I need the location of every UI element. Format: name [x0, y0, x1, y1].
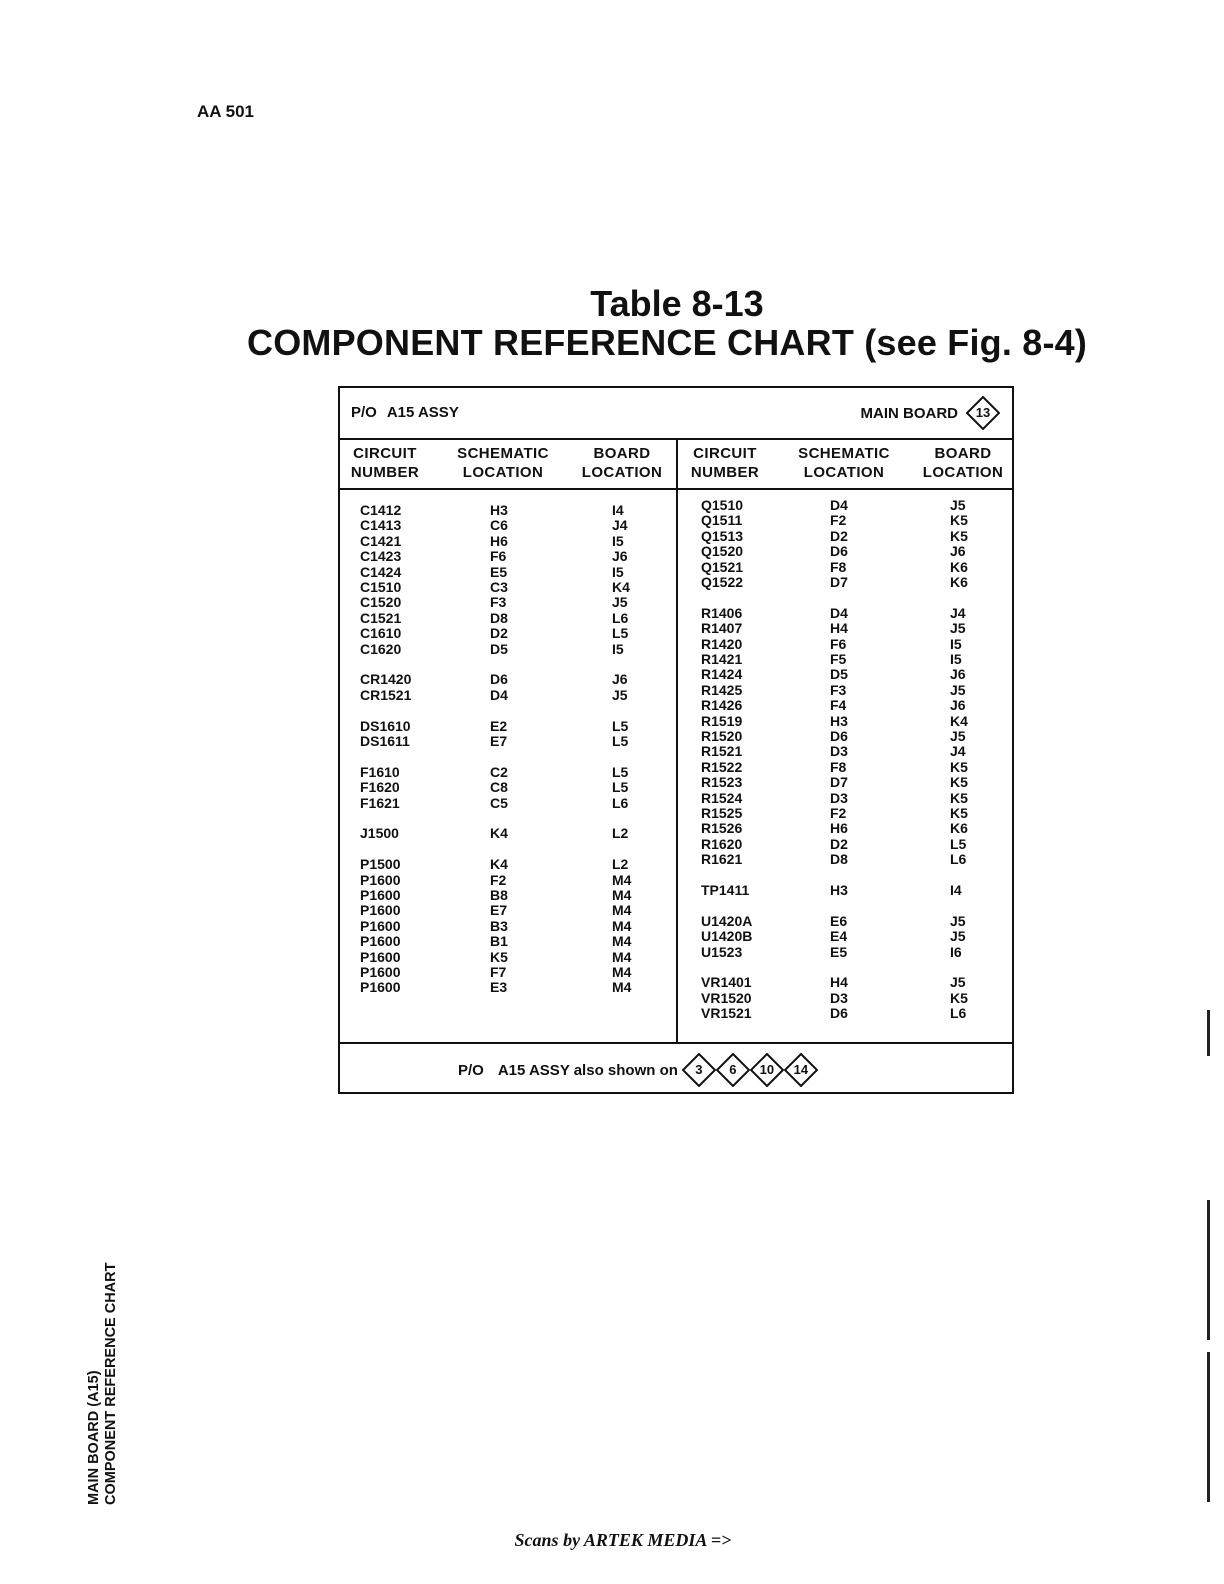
- board-location: J5: [950, 497, 966, 513]
- circuit-number: R1620: [701, 835, 743, 852]
- board-location: L5: [950, 835, 967, 852]
- board-location: M4: [612, 979, 632, 996]
- schematic-location: F6: [490, 548, 507, 565]
- schematic-location: F7: [490, 964, 507, 980]
- schematic-location: F5: [830, 651, 847, 667]
- component-reference-chart: [338, 386, 1014, 1094]
- board-location: K5: [950, 789, 968, 806]
- circuit-number: C1520: [360, 594, 402, 611]
- circuit-number: Q1510: [701, 497, 744, 513]
- schematic-location: D6: [830, 1005, 848, 1022]
- board-location: K4: [950, 712, 968, 729]
- board-location: K6: [950, 558, 968, 575]
- schematic-location: D4: [490, 686, 508, 703]
- circuit-number: P1600: [360, 902, 401, 919]
- board-location: M4: [612, 917, 632, 934]
- diamond-badge-icon: [682, 1053, 716, 1087]
- circuit-number: U1523: [701, 943, 743, 960]
- circuit-number: TP1411: [701, 882, 750, 898]
- schematic-location: F6: [830, 635, 847, 652]
- board-location: J4: [950, 743, 966, 760]
- schematic-location: H6: [490, 532, 508, 549]
- diamond-badge-icon: [784, 1053, 818, 1087]
- schematic-location: E7: [490, 733, 508, 749]
- circuit-number: U1420A: [701, 912, 753, 929]
- header-circuit-number: CIRCUIT NUMBER: [690, 445, 760, 481]
- circuit-number: R1407: [701, 620, 743, 637]
- board-location: K5: [950, 805, 968, 821]
- diamond-badge-icon: [750, 1053, 784, 1087]
- board-location: L2: [612, 856, 629, 873]
- circuit-number: F1610: [360, 763, 400, 780]
- schematic-location: H3: [830, 712, 848, 729]
- circuit-number: R1522: [701, 758, 743, 775]
- board-location: L6: [612, 609, 629, 626]
- circuit-number: P1600: [360, 948, 401, 965]
- schematic-location: D5: [830, 666, 848, 683]
- circuit-number: P1600: [360, 964, 401, 980]
- circuit-number: C1521: [360, 609, 402, 626]
- board-label: [861, 396, 1001, 430]
- board-location: J5: [612, 686, 628, 703]
- schematic-location: E6: [830, 912, 848, 929]
- circuit-number: F1620: [360, 779, 400, 796]
- board-location: I4: [950, 882, 962, 898]
- board-location: J6: [950, 666, 966, 683]
- circuit-number: R1424: [701, 666, 743, 683]
- schematic-location: B3: [490, 917, 508, 934]
- board-location: J5: [950, 620, 966, 637]
- circuit-number: R1521: [701, 743, 743, 760]
- schematic-location: D4: [830, 604, 848, 621]
- board-location: L2: [612, 825, 629, 842]
- schematic-location: F4: [830, 697, 847, 714]
- board-location: J5: [950, 681, 966, 698]
- schematic-location: F8: [830, 558, 847, 575]
- circuit-number: P1600: [360, 871, 401, 888]
- board-location: L5: [612, 733, 629, 749]
- board-location: L5: [612, 763, 629, 780]
- side-label-line-1: MAIN BOARD (A15): [86, 1370, 102, 1505]
- circuit-number: R1406: [701, 604, 743, 621]
- schematic-location: K4: [490, 856, 508, 873]
- circuit-number: R1421: [701, 651, 743, 667]
- schematic-location: D6: [490, 671, 508, 688]
- circuit-number: C1424: [360, 563, 402, 580]
- board-location: K5: [950, 989, 968, 1006]
- circuit-number: DS1611: [360, 733, 410, 749]
- schematic-location: H4: [830, 974, 848, 991]
- schematic-location: C3: [490, 579, 508, 595]
- board-location: K6: [950, 574, 968, 590]
- board-location: L5: [612, 717, 629, 734]
- column-divider: [676, 438, 678, 1042]
- board-location: J4: [950, 604, 966, 621]
- schematic-location: H6: [830, 820, 848, 837]
- circuit-number: J1500: [360, 825, 399, 842]
- circuit-number: C1620: [360, 640, 402, 657]
- schematic-location: H3: [490, 502, 508, 518]
- circuit-number: R1621: [701, 851, 743, 868]
- assy-label: A15 ASSY: [386, 404, 459, 421]
- badge-number: 13: [975, 405, 991, 420]
- circuit-number: U1420B: [701, 928, 753, 945]
- assembly-label: [351, 404, 459, 421]
- schematic-location: C6: [490, 517, 508, 534]
- board-location: K5: [950, 774, 968, 791]
- schematic-location: D5: [490, 640, 508, 657]
- circuit-number: DS1610: [360, 717, 411, 734]
- board-name: MAIN BOARD: [860, 404, 958, 422]
- circuit-number: CR1420: [360, 671, 412, 688]
- circuit-number: Q1513: [701, 527, 744, 544]
- circuit-number: P1500: [360, 856, 401, 873]
- board-location: K5: [950, 512, 968, 529]
- schematic-location: F3: [830, 681, 847, 698]
- circuit-number: C1610: [360, 625, 402, 642]
- circuit-number: Q1520: [701, 543, 744, 560]
- circuit-number: Q1521: [701, 558, 744, 575]
- board-location: I5: [612, 532, 624, 549]
- diamond-badge-icon: [716, 1053, 750, 1087]
- schematic-location: D6: [830, 543, 848, 560]
- board-location: L6: [950, 1005, 967, 1022]
- badge-number: 10: [759, 1062, 775, 1077]
- header-schematic-location: SCHEMATIC LOCATION: [798, 445, 890, 481]
- board-location: L5: [612, 625, 629, 642]
- schematic-location: F3: [490, 594, 507, 611]
- circuit-number: P1600: [360, 933, 401, 950]
- schematic-location: F2: [830, 512, 847, 529]
- board-location: M4: [612, 933, 632, 950]
- circuit-number: R1526: [701, 820, 743, 837]
- circuit-number: R1426: [701, 697, 743, 714]
- scan-edge-mark: [1207, 1352, 1210, 1502]
- schematic-location: F2: [490, 871, 507, 888]
- scan-edge-mark: [1207, 1200, 1210, 1340]
- circuit-number: C1421: [360, 532, 402, 549]
- board-location: J4: [612, 517, 628, 534]
- badge-number: 3: [695, 1062, 703, 1077]
- schematic-location: D2: [490, 625, 508, 642]
- board-location: J5: [612, 594, 628, 611]
- board-location: I5: [612, 563, 624, 580]
- board-location: J5: [950, 928, 966, 945]
- board-location: I4: [612, 502, 624, 518]
- circuit-number: R1519: [701, 712, 743, 729]
- badge-number: 14: [793, 1062, 809, 1077]
- board-location: L5: [612, 779, 629, 796]
- circuit-number: R1425: [701, 681, 743, 698]
- schematic-location: D8: [830, 851, 848, 868]
- board-location: M4: [612, 871, 632, 888]
- circuit-number: C1413: [360, 517, 402, 534]
- footer-po-label: P/O: [458, 1061, 484, 1079]
- circuit-number: R1524: [701, 789, 743, 806]
- circuit-number: C1423: [360, 548, 402, 565]
- schematic-location: H3: [830, 882, 848, 898]
- scan-credit: Scans by ARTEK MEDIA =>: [514, 1530, 732, 1550]
- page-id: AA 501: [197, 102, 255, 121]
- board-location: J6: [612, 671, 628, 688]
- circuit-number: P1600: [360, 887, 401, 903]
- po-label: P/O: [351, 404, 377, 421]
- header-board-location: BOARD LOCATION: [581, 445, 663, 481]
- schematic-location: F2: [830, 805, 847, 821]
- schematic-location: E5: [490, 563, 508, 580]
- circuit-number: R1523: [701, 774, 743, 791]
- board-location: I5: [950, 635, 962, 652]
- badge-number: 6: [729, 1062, 737, 1077]
- board-location: M4: [612, 964, 632, 980]
- circuit-number: C1412: [360, 502, 402, 518]
- schematic-location: E7: [490, 902, 508, 919]
- board-location: K5: [950, 758, 968, 775]
- schematic-location: E2: [490, 717, 508, 734]
- side-label-line-2: COMPONENT REFERENCE CHART: [103, 1262, 119, 1505]
- schematic-location: D3: [830, 743, 848, 760]
- circuit-number: R1420: [701, 635, 743, 652]
- circuit-number: VR1521: [701, 1005, 752, 1022]
- footer-note: A15 ASSY also shown on: [497, 1061, 678, 1079]
- header-circuit-number: CIRCUIT NUMBER: [350, 445, 420, 481]
- board-location: L6: [950, 851, 967, 868]
- board-location: M4: [612, 948, 632, 965]
- chart-footer: [340, 1042, 1012, 1096]
- schematic-location: C8: [490, 779, 508, 796]
- circuit-number: CR1521: [360, 686, 412, 703]
- board-location: J6: [612, 548, 628, 565]
- circuit-number: C1510: [360, 579, 402, 595]
- board-location: L6: [612, 794, 629, 811]
- circuit-number: Q1511: [701, 512, 743, 529]
- schematic-location: D8: [490, 609, 508, 626]
- schematic-location: F8: [830, 758, 847, 775]
- board-location: I5: [612, 640, 624, 657]
- circuit-number: P1600: [360, 917, 401, 934]
- schematic-location: B8: [490, 887, 508, 903]
- schematic-location: E4: [830, 928, 848, 945]
- circuit-number: Q1522: [701, 574, 744, 590]
- chart-header: [340, 388, 1012, 440]
- schematic-location: K5: [490, 948, 508, 965]
- schematic-location: D3: [830, 989, 848, 1006]
- board-location: J5: [950, 974, 966, 991]
- schematic-location: C5: [490, 794, 508, 811]
- header-schematic-location: SCHEMATIC LOCATION: [457, 445, 549, 481]
- board-location: J5: [950, 728, 966, 744]
- schematic-location: B1: [490, 933, 508, 950]
- scan-edge-mark: [1207, 1010, 1210, 1056]
- schematic-location: E5: [830, 943, 848, 960]
- schematic-location: K4: [490, 825, 508, 842]
- board-location: I6: [950, 943, 962, 960]
- circuit-number: F1621: [360, 794, 400, 811]
- board-location: J5: [950, 912, 966, 929]
- side-label: [86, 1263, 120, 1505]
- circuit-number: VR1520: [701, 989, 752, 1006]
- board-location: J6: [950, 543, 966, 560]
- schematic-location: D7: [830, 574, 848, 590]
- schematic-location: D2: [830, 527, 848, 544]
- board-location: M4: [612, 887, 632, 903]
- schematic-location: D4: [830, 497, 848, 513]
- circuit-number: P1600: [360, 979, 401, 996]
- schematic-location: H4: [830, 620, 848, 637]
- header-board-location: BOARD LOCATION: [922, 445, 1004, 481]
- page-title: COMPONENT REFERENCE CHART (see Fig. 8-4): [247, 322, 1088, 363]
- board-location: K4: [612, 579, 630, 595]
- diamond-badge-icon: [966, 396, 1000, 430]
- board-location: J6: [950, 697, 966, 714]
- circuit-number: R1525: [701, 805, 743, 821]
- schematic-location: D7: [830, 774, 848, 791]
- circuit-number: R1520: [701, 728, 743, 744]
- schematic-location: D3: [830, 789, 848, 806]
- schematic-location: D2: [830, 835, 848, 852]
- table-number: Table 8-13: [590, 283, 764, 324]
- board-location: K5: [950, 527, 968, 544]
- board-location: K6: [950, 820, 968, 837]
- schematic-location: E3: [490, 979, 508, 996]
- circuit-number: VR1401: [701, 974, 752, 991]
- board-location: I5: [950, 651, 962, 667]
- schematic-location: C2: [490, 763, 508, 780]
- schematic-location: D6: [830, 728, 848, 744]
- board-location: M4: [612, 902, 632, 919]
